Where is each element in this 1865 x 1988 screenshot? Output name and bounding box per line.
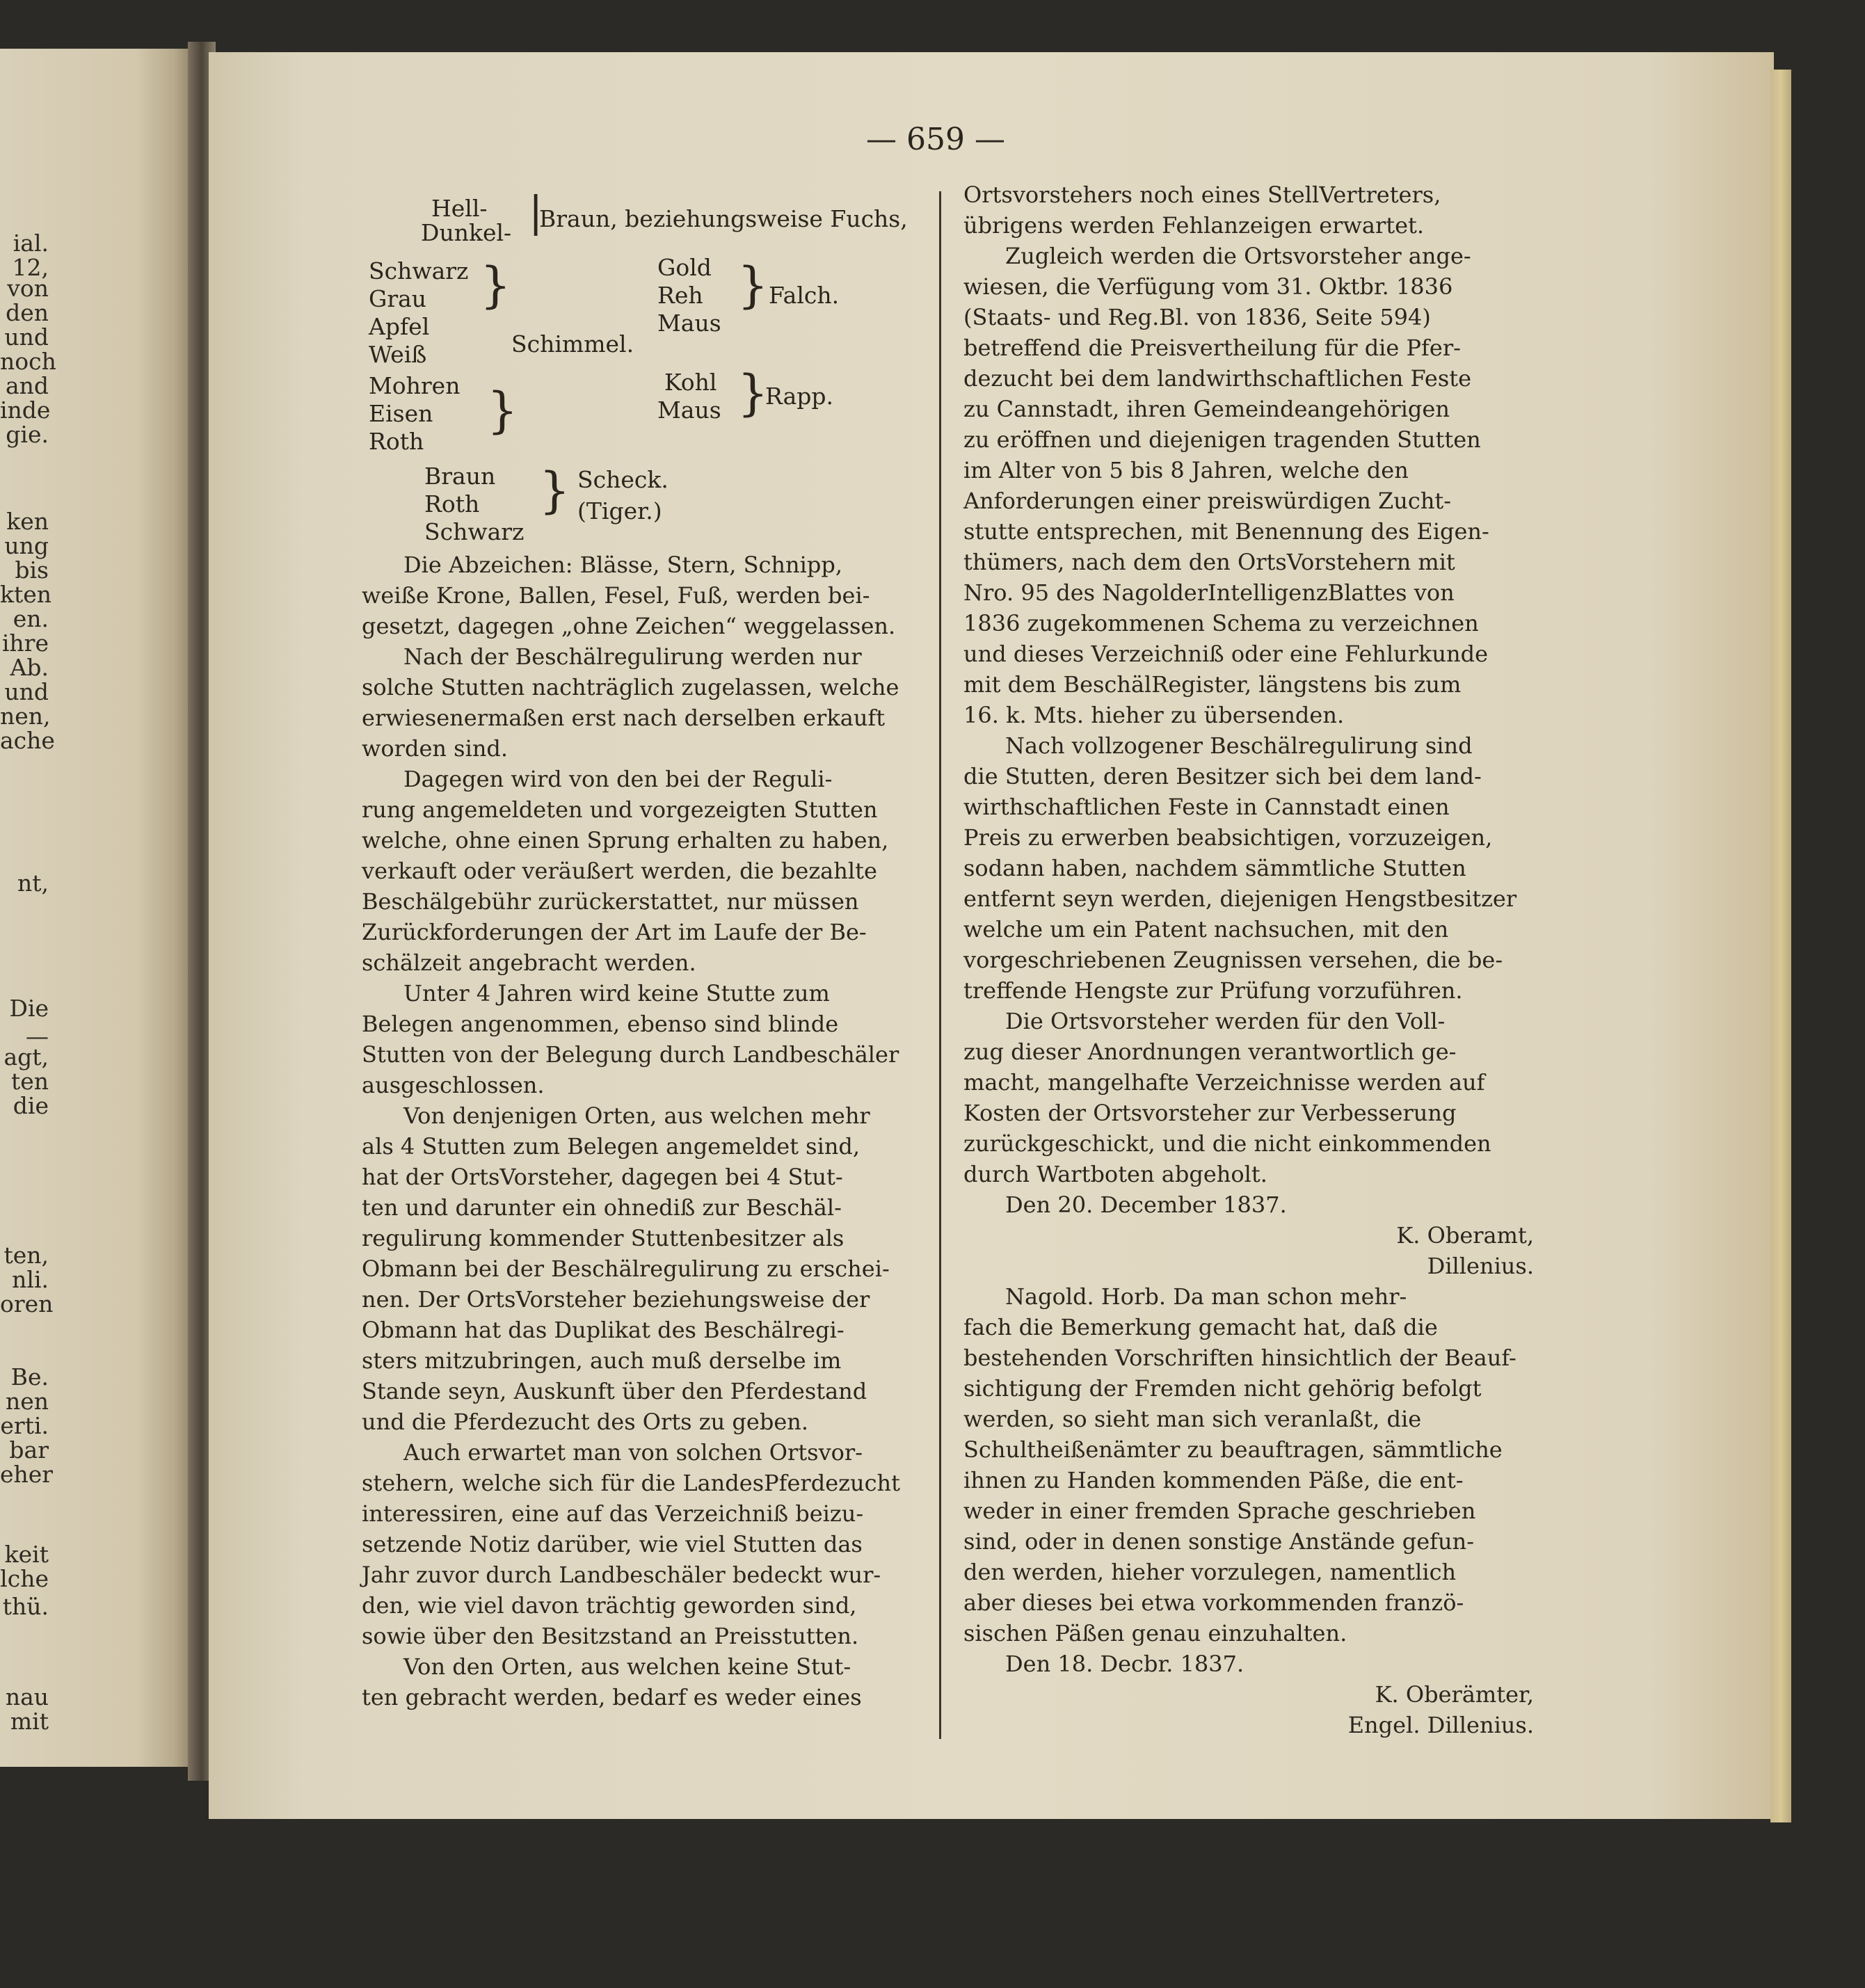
left-page-fragment: und [4, 323, 49, 351]
right-column-line: fach die Bemerkung gemacht hat, daß die [963, 1314, 1438, 1340]
page-edges [1770, 70, 1791, 1822]
right-column-line: (Staats- und Reg.Bl. von 1836, Seite 594) [963, 304, 1431, 330]
left-page-fragment: 12, [12, 254, 49, 281]
left-column-line: Auch erwartet man von solchen Ortsvor- [403, 1439, 863, 1466]
scheck-color-3: Schwarz [424, 518, 525, 545]
left-column-line: als 4 Stutten zum Belegen angemeldet sind, [362, 1133, 861, 1160]
left-page-fragment: ihre [1, 630, 49, 657]
right-column-line: aber dieses bei etwa vorkommenden franzö- [963, 1589, 1464, 1616]
right-column-line: im Alter von 5 bis 8 Jahren, welche den [963, 457, 1409, 483]
left-page-fragment: ial. [13, 230, 49, 257]
left-page-fragment: bar [9, 1436, 49, 1464]
horse-color-table [369, 188, 925, 546]
right-column-line: zu Cannstadt, ihren Gemeindeangehörigen [963, 396, 1450, 422]
left-page-fragment: kten [0, 581, 52, 608]
color-braun-fuchs: Braun, beziehungsweise Fuchs, [539, 205, 908, 232]
right-column [963, 179, 1534, 1740]
falch-color-1: Gold [657, 254, 712, 281]
right-column-line: mit dem BeschälRegister, längstens bis zum [963, 671, 1462, 698]
left-column-line: nen. Der OrtsVorsteher beziehungsweise der [362, 1286, 870, 1313]
left-page-fragment: keit [4, 1541, 49, 1568]
falch-color-2: Reh [657, 282, 703, 309]
right-column-line: Die Ortsvorsteher werden für den Voll- [1005, 1008, 1446, 1034]
left-column-line: und die Pferdezucht des Orts zu geben. [362, 1409, 809, 1435]
left-column-line: sowie über den Besitzstand an Preisstutten. [362, 1623, 859, 1649]
brace-scheck: } [539, 462, 570, 519]
left-page-fragment: den [6, 299, 49, 326]
left-page-fragment: erti. [0, 1412, 49, 1439]
right-column-line: Den 18. Decbr. 1837. [1005, 1651, 1244, 1677]
rapp-label: Rapp. [765, 383, 834, 410]
left-page-fragment: und [4, 678, 49, 705]
right-column-line: und dieses Verzeichniß oder eine Fehlurkunde [963, 641, 1489, 667]
right-column-line: Schultheißenämter zu beauftragen, sämmtliche [963, 1436, 1503, 1463]
right-column-line: zug dieser Anordnungen verantwortlich ge- [963, 1039, 1457, 1065]
left-column-line: solche Stutten nachträglich zugelassen, welche [362, 674, 899, 700]
tiger-label: (Tiger.) [577, 497, 662, 524]
right-column-line: sind, oder in denen sonstige Anstände gefun- [963, 1528, 1474, 1555]
left-column-line: Obmann bei der Beschälregulirung zu erschei- [362, 1256, 890, 1282]
left-page-fragment: nen [5, 1388, 49, 1415]
scheck-color-1: Braun [424, 463, 496, 490]
left-page-fragment: die [13, 1092, 49, 1119]
scheck-label: Scheck. [577, 466, 669, 493]
left-column [362, 550, 918, 1713]
right-column-line: den werden, hieher vorzulegen, namentlich [963, 1559, 1457, 1585]
left-column-line: ausgeschlossen. [362, 1072, 545, 1098]
schimmel-color-1: Schwarz [369, 257, 469, 284]
left-column-line: Jahr zuvor durch Landbeschäler bedeckt wur- [362, 1562, 881, 1588]
left-page-fragment: nli. [12, 1266, 49, 1293]
left-page-fragment: Be. [10, 1363, 49, 1390]
right-column-line: sodann haben, nachdem sämmtliche Stutten [963, 855, 1466, 881]
left-column-line: Von den Orten, aus welchen keine Stut- [403, 1653, 851, 1680]
left-column-line: Stande seyn, Auskunft über den Pferdestand [362, 1378, 867, 1404]
left-page-fragment: gie. [6, 421, 49, 448]
right-column-line: K. Oberämter, [1375, 1681, 1534, 1708]
left-column-line: stehern, welche sich für die LandesPferdezucht [362, 1470, 900, 1496]
right-column-line: stutte entsprechen, mit Benennung des Eigen- [963, 518, 1489, 545]
left-column-line: den, wie viel davon trächtig geworden sind, [362, 1592, 857, 1619]
right-column-line: dezucht bei dem landwirthschaftlichen Feste [963, 365, 1472, 392]
right-column-line: K. Oberamt, [1396, 1222, 1534, 1249]
right-column-line: 1836 zugekommenen Schema zu verzeichnen [963, 610, 1479, 636]
left-column-line: schälzeit angebracht werden. [362, 949, 696, 976]
left-column-line: welche, ohne einen Sprung erhalten zu haben, [362, 827, 889, 853]
left-page-fragment: thü. [2, 1593, 49, 1620]
right-column-line: durch Wartboten abgeholt. [963, 1161, 1267, 1187]
left-page-fragment: nt, [17, 869, 49, 897]
right-column-line: Anforderungen einer preiswürdigen Zucht- [963, 488, 1452, 514]
left-column-line: Nach der Beschälregulirung werden nur [403, 643, 862, 670]
right-column-line: Zugleich werden die Ortsvorsteher ange- [1005, 243, 1471, 269]
right-column-line: Nro. 95 des NagolderIntelligenzBlattes von [963, 579, 1455, 606]
falch-color-3: Maus [657, 310, 721, 337]
left-page-fragment: agt, [3, 1043, 49, 1071]
left-column-line: Von denjenigen Orten, aus welchen mehr [403, 1103, 870, 1129]
left-column-line: ten und darunter ein ohnediß zur Beschäl- [362, 1194, 842, 1221]
right-column-line: werden, so sieht man sich veranlaßt, die [963, 1406, 1422, 1432]
right-column-line: betreffend die Preisvertheilung für die Pfer- [963, 335, 1461, 361]
left-page-fragment: ten [10, 1068, 49, 1095]
left-page-fragment: en. [13, 605, 49, 632]
brace-rapp-right: } [737, 364, 769, 422]
left-page-fragment: ache [0, 727, 55, 754]
left-page-fragment: bis [15, 556, 49, 584]
left-column-line: setzende Notiz darüber, wie viel Stutten das [362, 1531, 863, 1557]
rapp-color-3: Roth [369, 428, 424, 455]
right-column-line: treffende Hengste zur Prüfung vorzuführen. [963, 977, 1463, 1004]
left-column-line: weiße Krone, Ballen, Fesel, Fuß, werden bei- [362, 582, 870, 609]
left-page-fragment: ten, [3, 1242, 49, 1269]
left-column-line: erwiesenermaßen erst nach derselben erkauft [362, 705, 886, 731]
right-column-line: wiesen, die Verfügung vom 31. Oktbr. 1836 [963, 273, 1453, 300]
right-column-line: sischen Päßen genau einzuhalten. [963, 1620, 1347, 1646]
right-column-line: Preis zu erwerben beabsichtigen, vorzuzeigen, [963, 824, 1493, 851]
scheck-color-2: Roth [424, 490, 480, 518]
left-page-fragment: and [5, 372, 49, 399]
left-column-line: Stutten von der Belegung durch Landbeschäler [362, 1041, 899, 1068]
left-page-fragment: oren [0, 1290, 54, 1317]
right-column-line: die Stutten, deren Besitzer sich bei dem land- [963, 763, 1482, 789]
right-column-line: Ortsvorstehers noch eines StellVertreters, [963, 182, 1441, 208]
rapp-color-4: Kohl [664, 369, 717, 396]
brace-1: | [529, 188, 543, 237]
color-hell: Hell- [431, 195, 488, 222]
right-column-line: Nagold. Horb. Da man schon mehr- [1005, 1283, 1407, 1310]
left-page-fragment: von [7, 275, 49, 302]
left-page-fragment: ken [6, 508, 49, 535]
left-column-line: Obmann hat das Duplikat des Beschälregi- [362, 1317, 845, 1343]
left-column-line: regulirung kommender Stuttenbesitzer als [362, 1225, 845, 1251]
left-column-line: sters mitzubringen, auch muß derselbe im [362, 1347, 842, 1374]
left-column-line: rung angemeldeten und vorgezeigten Stutten [362, 796, 878, 823]
left-page-fragment: lche [0, 1565, 49, 1592]
right-column-line: macht, mangelhafte Verzeichnisse werden auf [963, 1069, 1485, 1096]
right-column-line: Den 20. December 1837. [1005, 1192, 1287, 1218]
schimmel-color-2: Grau [369, 285, 427, 312]
right-column-line: zurückgeschickt, und die nicht einkommenden [963, 1130, 1491, 1157]
brace-rapp-left: } [487, 382, 518, 439]
schimmel-color-4: Weiß [369, 341, 427, 368]
column-divider [939, 191, 941, 1739]
right-column-line: thümers, nach dem den OrtsVorstehern mit [963, 549, 1455, 575]
brace-schimmel: } [480, 257, 511, 314]
left-column-line: worden sind. [362, 735, 509, 762]
right-column-line: Dillenius. [1427, 1253, 1534, 1279]
left-column-line: hat der OrtsVorsteher, dagegen bei 4 Stut- [362, 1164, 843, 1190]
left-column-line: Dagegen wird von den bei der Reguli- [403, 766, 833, 792]
right-column-line: welche um ein Patent nachsuchen, mit den [963, 916, 1449, 943]
right-column-line: sichtigung der Fremden nicht gehörig befolgt [963, 1375, 1482, 1402]
left-page-fragment: nau [5, 1683, 49, 1710]
left-column-line: Die Abzeichen: Blässe, Stern, Schnipp, [403, 552, 843, 578]
left-page-fragment: ung [4, 532, 49, 559]
left-page-fragment: noch [0, 348, 56, 375]
right-column-line: weder in einer fremden Sprache geschrieben [963, 1498, 1476, 1524]
falch-label: Falch. [769, 282, 840, 309]
right-column-line: bestehenden Vorschriften hinsichtlich der Beauf- [963, 1345, 1516, 1371]
left-column-line: Beschälgebühr zurückerstattet, nur müssen [362, 888, 859, 915]
left-column-line: gesetzt, dagegen „ohne Zeichen“ weggelassen. [362, 613, 896, 639]
left-column-line: Belegen angenommen, ebenso sind blinde [362, 1011, 839, 1037]
right-column-line: entfernt seyn werden, diejenigen Hengstbesitzer [963, 885, 1517, 912]
rapp-color-2: Eisen [369, 400, 433, 427]
right-column-line: vorgeschriebenen Zeugnissen versehen, die be- [963, 947, 1503, 973]
rapp-color-1: Mohren [369, 372, 461, 399]
left-column-line: Zurückforderungen der Art im Laufe der Be- [362, 919, 867, 945]
right-column-line: übrigens werden Fehlanzeigen erwartet. [963, 212, 1425, 239]
left-column-line: interessiren, eine auf das Verzeichniß beizu- [362, 1500, 864, 1527]
right-column-line: Nach vollzogener Beschälregulirung sind [1005, 732, 1473, 759]
schimmel-label: Schimmel. [511, 330, 634, 358]
color-dunkel: Dunkel- [421, 219, 512, 246]
left-page-fragment: Ab. [10, 654, 49, 681]
page-number: — 659 — [866, 122, 1005, 157]
left-column-line: ten gebracht werden, bedarf es weder eines [362, 1684, 862, 1710]
left-page-fragment: eher [0, 1461, 54, 1488]
right-column-line: Engel. Dillenius. [1347, 1712, 1534, 1738]
left-page-fragment: — [26, 1023, 49, 1050]
right-column-line: Kosten der Ortsvorsteher zur Verbesserung [963, 1100, 1457, 1126]
right-column-line: wirthschaftlichen Feste in Cannstadt einen [963, 794, 1450, 820]
rapp-color-5: Maus [657, 396, 721, 424]
right-column-line: 16. k. Mts. hieher zu übersenden. [963, 702, 1345, 728]
left-page-fragment: mit [10, 1708, 49, 1735]
right-column-line: ihnen zu Handen kommenden Päße, die ent- [963, 1467, 1464, 1493]
left-page-fragment: Die [9, 995, 49, 1022]
left-page-fragment: nen, [0, 703, 51, 730]
brace-falch: } [737, 257, 769, 314]
left-column-line: verkauft oder veräußert werden, die bezahlte [362, 858, 877, 884]
right-column-line: zu eröffnen und diejenigen tragenden Stutten [963, 426, 1481, 453]
left-page-fragment: inde [0, 396, 51, 424]
schimmel-color-3: Apfel [369, 313, 430, 340]
left-column-line: Unter 4 Jahren wird keine Stutte zum [403, 980, 830, 1007]
